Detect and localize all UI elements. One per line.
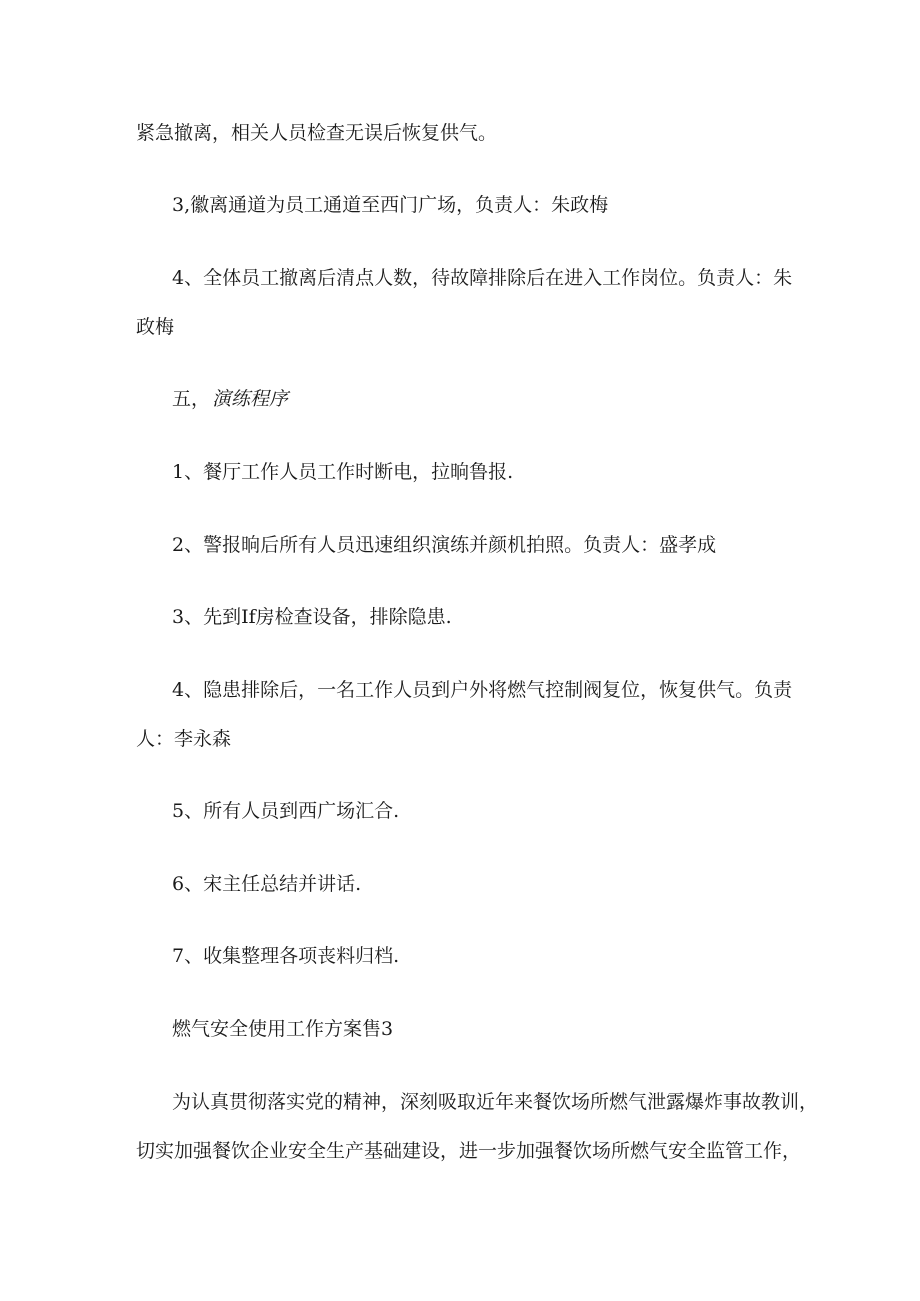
intro-line-1: 为认真贯彻落实党的精神，深刻吸取近年来餐饮场所燃气泄露爆炸事故教训， xyxy=(172,1091,819,1113)
intro-line-2: 切实加强餐饮企业安全生产基础建设，进一步加强餐饮场所燃气安全监管工作， xyxy=(136,1140,802,1162)
section-number: 五， xyxy=(172,388,211,410)
procedure-step-6: 6、宋主任总结并讲话. xyxy=(172,873,362,895)
section-heading: 演练程序 xyxy=(212,388,289,410)
paragraph-line-3: 4、全体员工撤离后清点人数，待故障排除后在进入工作岗位。负责人：朱 xyxy=(172,267,793,289)
paragraph-line-4: 政梅 xyxy=(136,316,175,338)
procedure-step-1: 1、餐厅工作人员工作时断电，拉晌鲁报. xyxy=(172,461,514,483)
procedure-step-4-continued: 人：李永森 xyxy=(136,728,232,750)
paragraph-line-1: 紧急撤离，相关人员检查无误后恢复供气。 xyxy=(136,122,498,144)
procedure-step-2: 2、警报晌后所有人员迅速组织演练并颜机拍照。负责人：盛孝成 xyxy=(172,534,717,556)
procedure-step-7: 7、收集整理各项丧料归档. xyxy=(172,945,400,967)
paragraph-line-2: 3,徽离通道为员工通道至西门广场，负责人：朱政梅 xyxy=(172,194,609,216)
procedure-step-3: 3、先到If房检查设备，排除隐患. xyxy=(172,606,452,628)
plan-title: 燃气安全使用工作方案售3 xyxy=(172,1018,394,1040)
procedure-step-4: 4、隐患排除后，一名工作人员到户外将燃气控制阀复位，恢复供气。负责 xyxy=(172,679,793,701)
procedure-step-5: 5、所有人员到西广场汇合. xyxy=(172,800,400,822)
